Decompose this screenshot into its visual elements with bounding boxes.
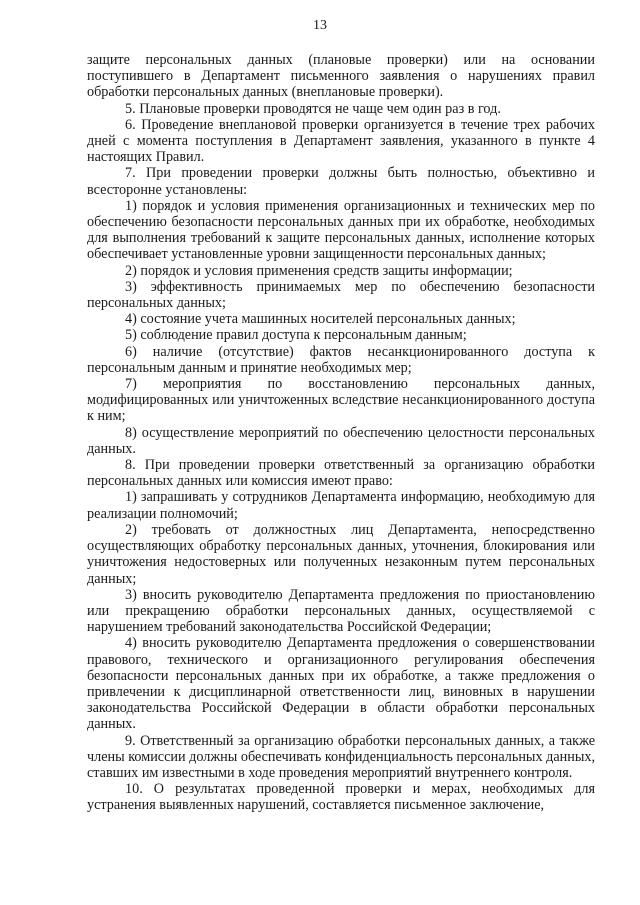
subitem-7-8: 8) осуществление мероприятий по обеспечению целостности персональных данных. [87,424,595,457]
paragraph-continuation: защите персональных данных (плановые проверки) или на основании поступившего в Департамент письменного заявления о нарушениях правил обработки персональных данных (внеплановые проверки). [87,52,595,101]
subitem-7-3: 3) эффективность принимаемых мер по обеспечению безопасности персональных данных; [87,278,595,312]
document-body [87,52,595,814]
page-number: 13 [313,18,327,33]
subitem-7-6: 6) наличие (отсутствие) фактов несанкционированного доступа к персональным данным и принятие необходимых мер; [87,343,595,376]
subitem-8-4: 4) вносить руководителю Департамента предложения о совершенствовании правового, технического и организационного регулирования обеспечения безопасности персональных данных при их обработке, а также предложения о привлечении к дисциплинарной ответственности лиц, виновных в нарушении законодательства Российской Федерации в области обработки персональных данных. [87,635,595,733]
subitem-7-2: 2) порядок и условия применения средств защиты информации; [125,262,513,279]
subitem-7-1: 1) порядок и условия применения организационных и технических мер по обеспечению безопасности персональных данных при их обработке, необходимых для выполнения требований к защите персональных данных, исполнение которых обеспечивает установленные уровни защищенности персональных данных; [87,197,595,263]
subitem-7-5: 5) соблюдение правил доступа к персональным данным; [125,327,467,344]
subitem-7-7: 7) мероприятия по восстановлению персональных данных, модифицированных или уничтоженных вследствие несанкционированного доступа к ним; [87,376,595,425]
paragraph-item-7: 7. При проведении проверки должны быть полностью, объективно и всесторонне установлены: [87,165,595,198]
subitem-8-3: 3) вносить руководителю Департамента предложения по приостановлению или прекращению обработки персональных данных, осуществляемой с нарушением требований законодательства Российской Федерации; [87,586,595,636]
paragraph-item-5: 5. Плановые проверки проводятся не чаще чем один раз в год. [125,100,501,117]
subitem-8-2: 2) требовать от должностных лиц Департамента, непосредственно осуществляющих обработку персональных данных, уточнения, блокирования или уничтожения недостоверных или полученных незаконным путем персональных данных; [87,521,595,587]
paragraph-item-9: 9. Ответственный за организацию обработки персональных данных, а также члены комиссии должны обеспечивать конфиденциальность персональных данных, ставших им известными в ходе проведения мероприятий внутреннего контроля. [87,732,595,781]
paragraph-item-6: 6. Проведение внеплановой проверки организуется в течение трех рабочих дней с момента поступления в Департамент заявления, указанного в пункте 4 настоящих Правил. [87,116,595,166]
paragraph-item-8: 8. При проведении проверки ответственный за организацию обработки персональных данных или комиссия имеют право: [87,457,595,490]
subitem-8-1: 1) запрашивать у сотрудников Департамента информацию, необходимую для реализации полномочий; [87,489,595,522]
paragraph-item-10: 10. О результатах проведенной проверки и мерах, необходимых для устранения выявленных нарушений, составляется письменное заключение, [87,781,595,814]
subitem-7-4: 4) состояние учета машинных носителей персональных данных; [125,311,516,328]
